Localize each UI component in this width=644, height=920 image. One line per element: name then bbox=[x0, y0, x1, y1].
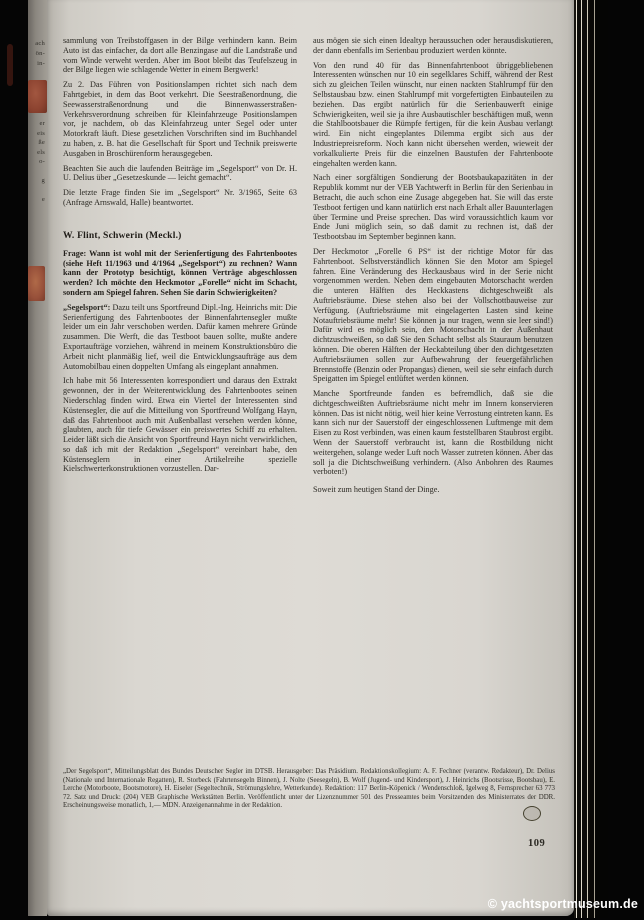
imprint-block: „Der Segelsport“, Mitteilungsblatt des Bundes Deutscher Segler im DTSB. Herausgeber: Das Präsidium. Redaktionskollegium: A. F. Fechner (verantw. Redakteur), Dr. Delius (Nationale und Internationale Regatten), R. Storbeck (Fahrtensegeln Binnen), J. Nolte (Seesegeln), B. Wolf (Jugend- und Kindersport), J. Heinrichs (Bootsrisse, Bootsbau), E. Lerche (Motorboote, Bootsmotore), H. Eiseler (Segeltechnik, Strömungslehre, Wetterkunde). Redaktion: 117 Berlin-Köpenick / Wendenschloß, Igelweg 8, Fernsprecher 63 773 72. Satz und Druck: (204) VEB Graphische Werkstätten Berlin. Veröffentlicht unter der Lizenznummer 501 des Presseamtes beim Vorsitzenden des Ministerrates der DDR. Erscheinungsweise monatlich, 1,— MDN. Anzeigenannahme in der Redaktion. bbox=[63, 768, 555, 810]
spine-text-fragment: g bbox=[41, 177, 45, 184]
repair-tape-mark bbox=[28, 266, 45, 301]
spine-text-fragment: eis bbox=[37, 130, 45, 137]
paragraph: Ich habe mit 56 Interessenten korrespondiert und daraus den Extrakt gewonnen, der in der Weiterentwicklung des Fahrtenbootes seinen Niederschlag finden wird. Etwa ein Viertel der Interessenten sind Küstensegler, die auf die Mitteilung von Sportfreund Wolfgang Hayn, daß das Fahrtenboot auch mit Außenballast versehen werden könne, glaubten, auch für tiefe Gewässer ein preiswertes Schiff zu erhalten. Leider läßt sich die Ansicht von Sportfreund Hayn nicht verwirklichen, so daß ich mit der Redaktion „Segelsport“ vereinbart habe, den Küstenseglern in einer Artikelreihe spezielle Kielschwerterkonstruktionen vorzustellen. Dar- bbox=[63, 376, 297, 474]
answer-lead: „Segelsport“: bbox=[63, 302, 111, 312]
article-heading: W. Flint, Schwerin (Meckl.) bbox=[63, 229, 182, 241]
round-stamp-icon bbox=[523, 806, 541, 821]
repair-tape-mark bbox=[28, 80, 47, 113]
spine-text-fragment: ach bbox=[35, 40, 45, 47]
page-number: 109 bbox=[528, 838, 546, 849]
spine-text-fragment: e bbox=[41, 196, 45, 203]
paragraph: Manche Sportfreunde fanden es befremdlich, daß sie die dichtgeschweißten Auftriebsräume nicht mehr im Innern konservieren können. Das ist nicht nötig, weil hier keine Verrostung eintreten kann. Es kann sich nur der Sauerstoff der eingeschlossenen Luftmenge mit dem Eisen zu Rost verbinden, was einen kaum feststellbaren Staubrost ergibt. Wenn der Sauerstoff verbraucht ist, kann die Rostbildung nicht weitergehen, solange weder Luft noch Wasser zutreten können. Aber das soll ja die Dichtschweißung verhindern. (Also Anbohren des Raumes verboten!) bbox=[313, 389, 553, 477]
paragraph: Nach einer sorgfältigen Sondierung der Bootsbaukapazitäten in der Republik kommt nur der VEB Yachtwerft in Berlin für den Serienbau in Betracht, die auch schon eine Zusage abgegeben hat. Sie will das erste Testboot fertigen und kann natürlich erst nach Erhalt aller Bauunterlagen über Termine und Preise sprechen. Das wird voraussichtlich kaum vor Ende Juni möglich sein, so daß damit zu rechnen ist, daß der Testbootsbau im September beginnen kann. bbox=[313, 173, 553, 242]
paragraph: Beachten Sie auch die laufenden Beiträge im „Segelsport“ von Dr. H. U. Delius über „Gesetzeskunde — leicht gemacht“. bbox=[63, 163, 297, 183]
answer-text: Dazu teilt uns Sportfreund Dipl.-Ing. Heinrichs mit: Die Serienfertigung des Fahrtenbootes der Binnenfahrtensegler mußte leider um ein Jahr verschoben werden. Dafür kamen mehrere Gründe zusammen. Die Werft, die das Testboot bauen sollte, mußte andere Exportaufträge vorziehen, während in meinem Konstruktionsbüro die Arbeit nicht planmäßig lief, weil die Entwicklungsaufträge aus dem Automobilbau einen doppelten Umfang als eingeplant annahmen. bbox=[63, 302, 297, 371]
magazine-page bbox=[47, 0, 574, 916]
spine-text-fragment: er bbox=[39, 120, 45, 127]
paragraph: Von den rund 40 für das Binnenfahrtenboot übriggebliebenen Interessenten wünschen nur 10 ein segelklares Schiff, während der Rest sich zu gleichen Teilen wünscht, nur einen nackten Stahlrumpf für den Selbstausbau bzw. einen Stahlrumpf mit vorgefertigten Einbauteilen zu beziehen. Das ergibt natürlich für die Serienbauwerft einige Schwierigkeiten, weil sie ja ihre Ausbautischler beschäftigen muß, wenn die Stahlbootsbauer die Rümpfe fertigen, für die kein Ausbau verlangt wird. Ein nicht eingeplantes Dilemma ergibt sich aus der Industriepreisreform. Noch kann nicht übersehen werden, wieweit der vorkalkulierte Preis für die einzelnen Baustufen der Fahrtenboote eingehalten werden kann. bbox=[313, 60, 553, 168]
answer-paragraph bbox=[63, 303, 297, 372]
spine-ink-mark bbox=[7, 44, 13, 86]
spine-text-fragment: o- bbox=[39, 158, 45, 165]
page-stack-edges bbox=[574, 0, 608, 918]
spine-text-fragment: in- bbox=[37, 60, 45, 67]
adjacent-page-edge bbox=[28, 0, 47, 916]
spine-text-fragment: ön- bbox=[35, 50, 45, 57]
watermark: © yachtsportmuseum.de bbox=[487, 897, 638, 911]
spine-text-fragment: els bbox=[37, 149, 45, 156]
paragraph: Zu 2. Das Führen von Positionslampen richtet sich nach dem Fahrtgebiet, in dem das Boot verkehrt. Die Seestraßenordnung, die Seewasserstraßenordnung und die Binnenwasserstraßen-Verkehrsverordnung schreiben für Kleinfahrzeuge Positionslampen vor, je nachdem, ob das Kleinfahrzeug unter Segel oder unter Motorkraft läuft. Diese gesetzlichen Vorschriften sind im Buchhandel zu haben, z. B. hat die Gesellschaft für Sport und Technik preiswerte Ausgaben in Broschürenform herausgegeben. bbox=[63, 80, 297, 158]
spine-text-fragment: ße bbox=[38, 139, 45, 146]
paragraph: sammlung von Treibstoffgasen in der Bilge verhindern kann. Beim Auto ist das einfacher, da dort alle Benzingase auf die Landstraße und vom Winde verweht werden. Aber im Boot bleibt das Teufelszeug in der Bilge liegen wie schlagende Wetter in einem Bergwerk! bbox=[63, 36, 297, 75]
question-paragraph: Frage: Wann ist wohl mit der Serienfertigung des Fahrtenbootes (siehe Heft 11/1963 und 4/1964 „Segelsport“) zu rechnen? Wann kann der Prototyp besichtigt, können Verträge abgeschlossen werden? Ich möchte den Heckmotor „Forelle“ nicht im Schacht, sondern am Spiegel fahren. Sehen Sie darin Schwierigkeiten? bbox=[63, 248, 297, 297]
paragraph: aus mögen sie sich einen Idealtyp heraussuchen oder herausdiskutieren, der dann ebenfalls im Serienbau produziert werden könnte. bbox=[313, 36, 553, 55]
closing-line: Soweit zum heutigen Stand der Dinge. bbox=[313, 485, 440, 495]
text-column-right bbox=[313, 36, 553, 736]
paragraph: Der Heckmotor „Forelle 6 PS“ ist der richtige Motor für das Fahrtenboot. Selbstverständlich können Sie den Motor am Spiegel fahren. Eine Veränderung des Heckausbaus wird in der Serie nicht vorgenommen werden. Neben dem eingebauten Motorschacht werden die unteren Hälften des Heckkastens dichtgeschweißt als Auftriebsräume. Diese stehen also bei der Vollschottbauweise zur Verfügung. (Auftriebsräume mit eingelagerten Lasten sind keine Notauftriebsräume mehr! Sie können ja nur tragen, wenn sie leer sind!) Dafür wird es möglich sein, den Motorschacht in der Außenhaut dichtzuschweißen, so daß Sie den Schacht selbst als Stauraum benutzen können. Die oberen Hälften der Heckabteilung über den dichtgesetzten Auftriebsräumen sollen zur Aufbewahrung der feuergefährlichen Brennstoffe (Benzin oder Propangas) dienen, weil sie sehr einfach durch Speigatten im Spiegel entlüftet werden können. bbox=[313, 246, 553, 384]
text-column-left bbox=[63, 36, 297, 760]
paragraph: Die letzte Frage finden Sie im „Segelsport“ Nr. 3/1965, Seite 63 (Anfrage Arnswald, Halle) beantwortet. bbox=[63, 188, 297, 207]
